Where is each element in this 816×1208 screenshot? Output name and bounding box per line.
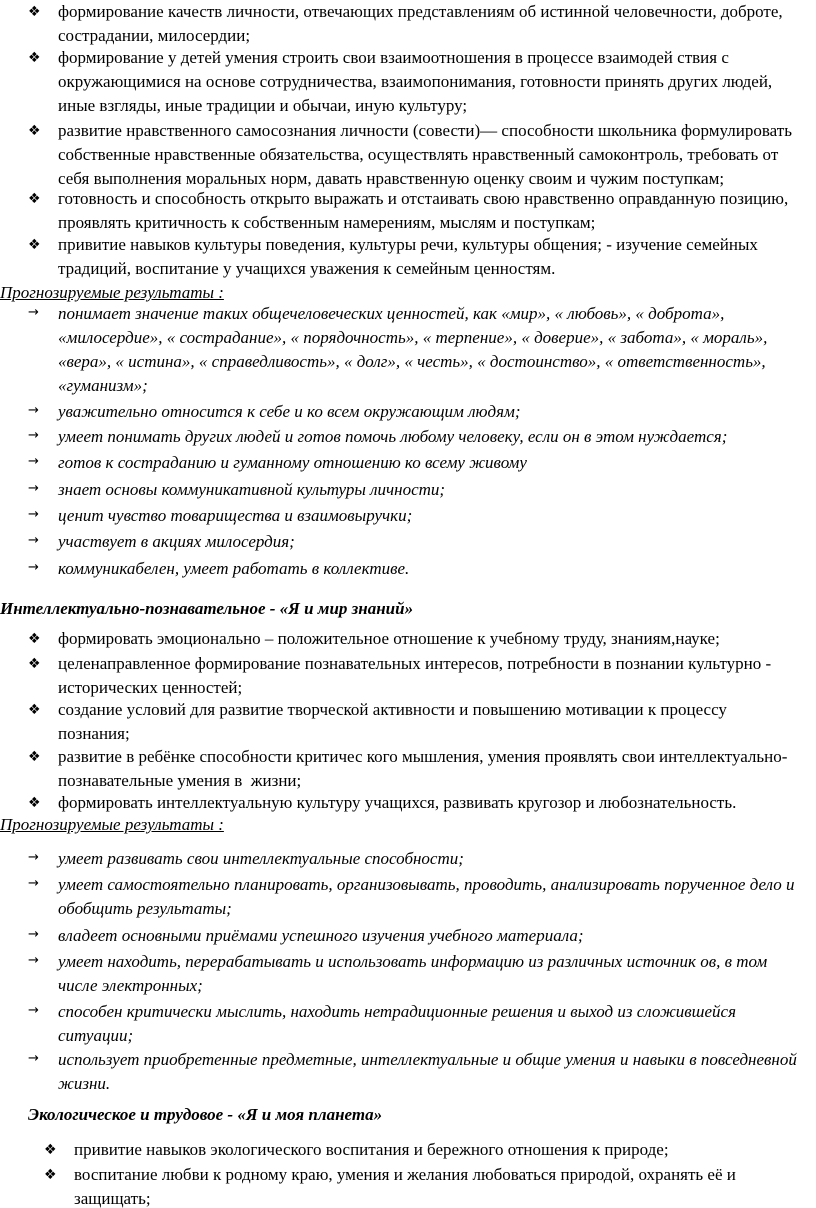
arrow-bullet-icon: → (28, 1003, 39, 1018)
diamond-bullet-icon: ❖ (28, 237, 41, 253)
arrow-bullet-icon: → (28, 1051, 39, 1066)
arrow-bullet-icon: → (28, 927, 39, 942)
diamond-bullet-icon: ❖ (28, 702, 41, 718)
arrow-bullet-icon: → (28, 876, 39, 891)
arrow-bullet-icon: → (28, 428, 39, 443)
arrow-bullet-icon: → (28, 507, 39, 522)
arrow-bullet-icon: → (28, 454, 39, 469)
diamond-bullet-icon: ❖ (28, 749, 41, 765)
diamond-bullet-icon: ❖ (28, 123, 41, 139)
arrow-bullet-icon: → (28, 850, 39, 865)
arrow-bullet-icon: → (28, 953, 39, 968)
diamond-bullet-icon: ❖ (44, 1142, 57, 1158)
arrow-bullet-icon: → (28, 403, 39, 418)
diamond-bullet-icon: ❖ (28, 631, 41, 647)
diamond-bullet-icon: ❖ (28, 656, 41, 672)
diamond-bullet-icon: ❖ (28, 191, 41, 207)
diamond-bullet-icon: ❖ (44, 1167, 57, 1183)
arrow-bullet-icon: → (28, 305, 39, 320)
results-heading: Прогнозируемые результаты : (0, 815, 224, 834)
results-heading: Прогнозируемые результаты : (0, 283, 224, 302)
diamond-bullet-icon: ❖ (28, 4, 41, 20)
document-page: ❖ формирование качеств личности, отвечающих представлениям об истинной человечности, доброте, сострадании, милосердии; ❖ формирование у детей умения строить свои взаимоотношения в процессе взаимодей ствия с окружающимися на основе сотрудничества, взаимопонимания, готовности принять других людей, иные взгляды, иные традиции и обычаи, иную культуру; ❖ развитие нравственного самосознания личности (совести)— способности школьника формулировать собственные нравственные обязательства, осуществлять нравственный самоконтроль, требовать от себя выполнения моральных норм, давать нравственную оценку своим и чужим поступкам; ❖ готовность и способность открыто выражать и отстаивать свою нравственно оправданную позицию, проявлять критичность к собственным намерениям, мыслям и поступкам; ❖ привитие навыков культуры поведения, культуры речи, культуры общения; - изучение семейных традиций, воспитание у учащихся уважения к семейным ценностям. Прогнозируемые результаты : → понимает значение таких общечеловеческих ценностей, как «мир», « любовь», « доброта», «милосердие», « сострадание», « порядочность», « терпение», « доверие», « забота», « мораль», «вера», « истина», « справедливость», « долг», « честь», « достоинство», « ответственность», «гуманизм»; → уважительно относится к себе и ко всем окружающим людям; → умеет понимать других людей и готов помочь любому человеку, если он в этом нуждается; → готов к состраданию и гуманному отношению ко всему живому → знает основы коммуникативной культуры личности; → ценит чувство товарищества и взаимовыручки; → участвует в акциях милосердия; → коммуникабелен, умеет работать в коллективе. Интеллектуально-познавательное - «Я и мир знаний» ❖ формировать эмоционально – положительное отношение к учебному труду, знаниям,науке; ❖ целенаправленное формирование познавательных интересов, потребности в познании культурно - исторических ценностей; ❖ создание условий для развитие творческой активности и повышению мотивации к процессу познания; ❖ развитие в ребёнке способности критичес кого мышления, умения проявлять свои интеллектуально- познавательные умения в жизни; ❖ формировать интеллектуальную культуру учащихся, развивать кругозор и любознательность. Прогнозируемые результаты : → умеет развивать свои интеллектуальные способности; → умеет самостоятельно планировать, организовывать, проводить, анализировать порученное дело и обобщить результаты; → владеет основными приёмами успешного изучения учебного материала; → умеет находить, перерабатывать и использовать информацию из различных источник ов, в том числе электронных; → способен критически мыслить, находить нетрадиционные решения и выход из сложившейся ситуации; → использует приобретенные предметные, интеллектуальные и общие умения и навыки в повседневной жизни. Экологическое и трудовое - «Я и моя планета» ❖ привитие навыков экологического воспитания и бережного отношения к природе; ❖ воспитание любви к родному краю, умения и желания любоваться природой, охранять её и защищать; (0, 2, 797, 1208)
diamond-bullet-icon: ❖ (28, 50, 41, 66)
section-heading: Экологическое и трудовое - «Я и моя планета» (28, 1105, 383, 1124)
arrow-bullet-icon: → (28, 560, 39, 575)
section-heading: Интеллектуально-познавательное - «Я и мир знаний» (0, 599, 414, 618)
diamond-bullet-icon: ❖ (28, 795, 41, 811)
arrow-bullet-icon: → (28, 481, 39, 496)
arrow-bullet-icon: → (28, 533, 39, 548)
